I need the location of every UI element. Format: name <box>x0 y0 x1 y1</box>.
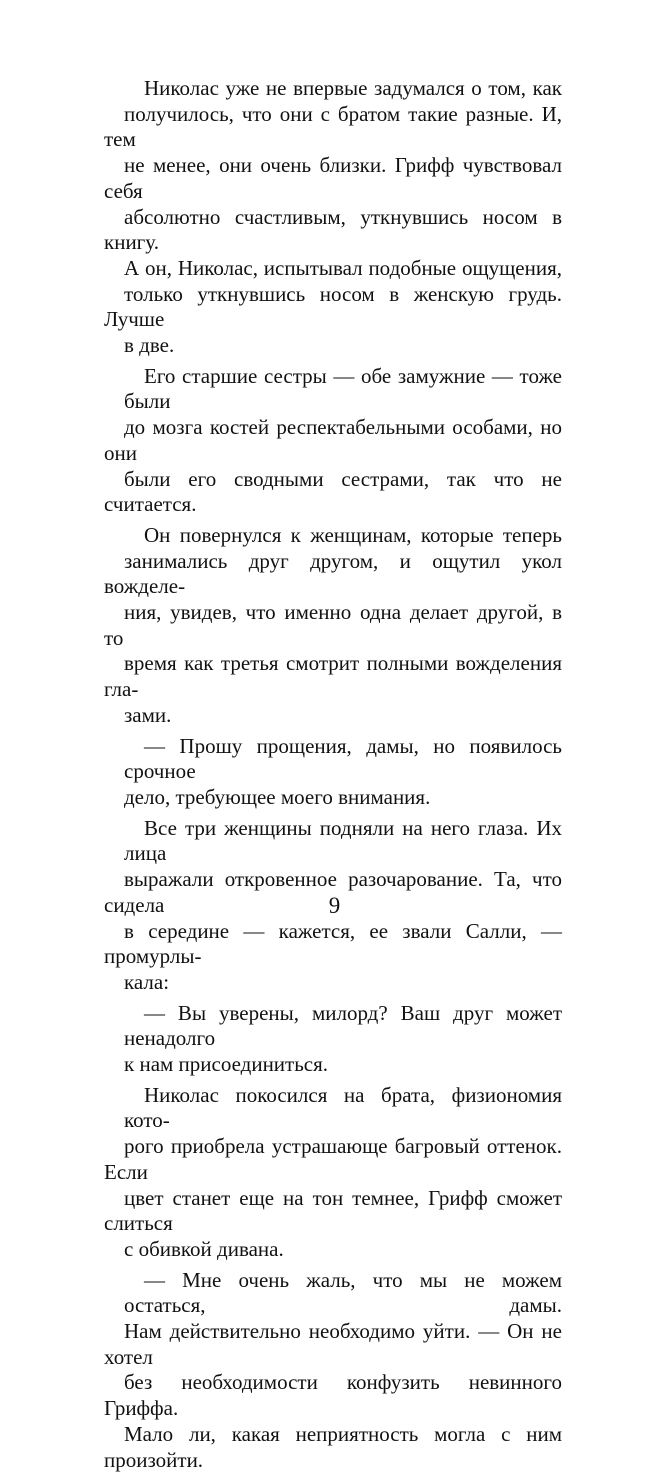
text-line: — Вы уверены, милорд? Ваш друг может ненадолго <box>124 1000 562 1051</box>
text-line: ния, увидев, что именно одна делает другой, в то <box>104 600 562 650</box>
text-line: дело, требующее моего внимания. <box>124 784 431 809</box>
text-line: рого приобрела устрашающе багровый оттенок. Если <box>104 1134 562 1184</box>
text-line: до мозга костей респектабельными особами, но они <box>104 415 562 465</box>
text-line: только уткнувшись носом в женскую грудь. Лучше <box>104 281 562 332</box>
page-number: 9 <box>328 893 341 918</box>
text-line: — Мне очень жаль, что мы не можем остаться, дамы. <box>124 1267 562 1318</box>
text-line: цвет станет еще на тон темнее, Грифф сможет слиться <box>104 1185 562 1236</box>
text-line: выражали откровенное разочарование. Та, что сидела <box>104 867 562 917</box>
text-line: Николас уже не впервые задумался о том, как <box>144 76 562 100</box>
text-line: в середине — кажется, ее звали Салли, — промурлы- <box>104 918 562 969</box>
text-line: кала: <box>124 969 170 994</box>
paragraph-6 <box>104 1001 562 1078</box>
text-line: — Прошу прощения, дамы, но появилось срочное <box>124 733 562 784</box>
paragraph-8 <box>104 1268 562 1474</box>
body-text <box>104 76 562 1478</box>
text-line: Нам действительно необходимо уйти. — Он не хотел <box>104 1319 562 1369</box>
text-line: А он, Николас, испытывал подобные ощущения, <box>124 255 562 280</box>
text-line: были его сводными сестрами, так что не считается. <box>104 466 562 517</box>
text-line: к нам присоединиться. <box>124 1052 329 1077</box>
paragraph-3 <box>104 523 562 729</box>
text-line: абсолютно счастливым, уткнувшись носом в книгу. <box>104 204 562 255</box>
paragraph-2 <box>104 364 562 518</box>
text-line: без необходимости конфузить невинного Гриффа. <box>104 1370 562 1421</box>
text-line: в две. <box>124 333 175 358</box>
paragraph-4 <box>104 734 562 811</box>
text-line: время как третья смотрит полными вожделения гла- <box>104 651 562 702</box>
text-line: зами. <box>124 702 172 727</box>
text-line: не менее, они очень близки. Грифф чувствовал себя <box>104 153 562 203</box>
text-line: Все три женщины подняли на него глаза. Их лица <box>124 815 562 866</box>
text-line: получилось, что они с братом такие разные. И, тем <box>104 101 562 152</box>
text-line: Николас покосился на брата, физиономия кото- <box>124 1082 562 1133</box>
text-line: Мало ли, какая неприятность могла с ним произойти. <box>104 1421 562 1472</box>
paragraph-1 <box>104 76 562 359</box>
text-line: Он повернулся к женщинам, которые теперь <box>144 522 562 547</box>
text-line: Его старшие сестры — обе замужние — тоже были <box>124 363 562 414</box>
text-line: занимались друг другом, и ощутил укол вожделе- <box>104 548 562 599</box>
text-line: с обивкой дивана. <box>124 1236 284 1261</box>
paragraph-7 <box>104 1083 562 1263</box>
